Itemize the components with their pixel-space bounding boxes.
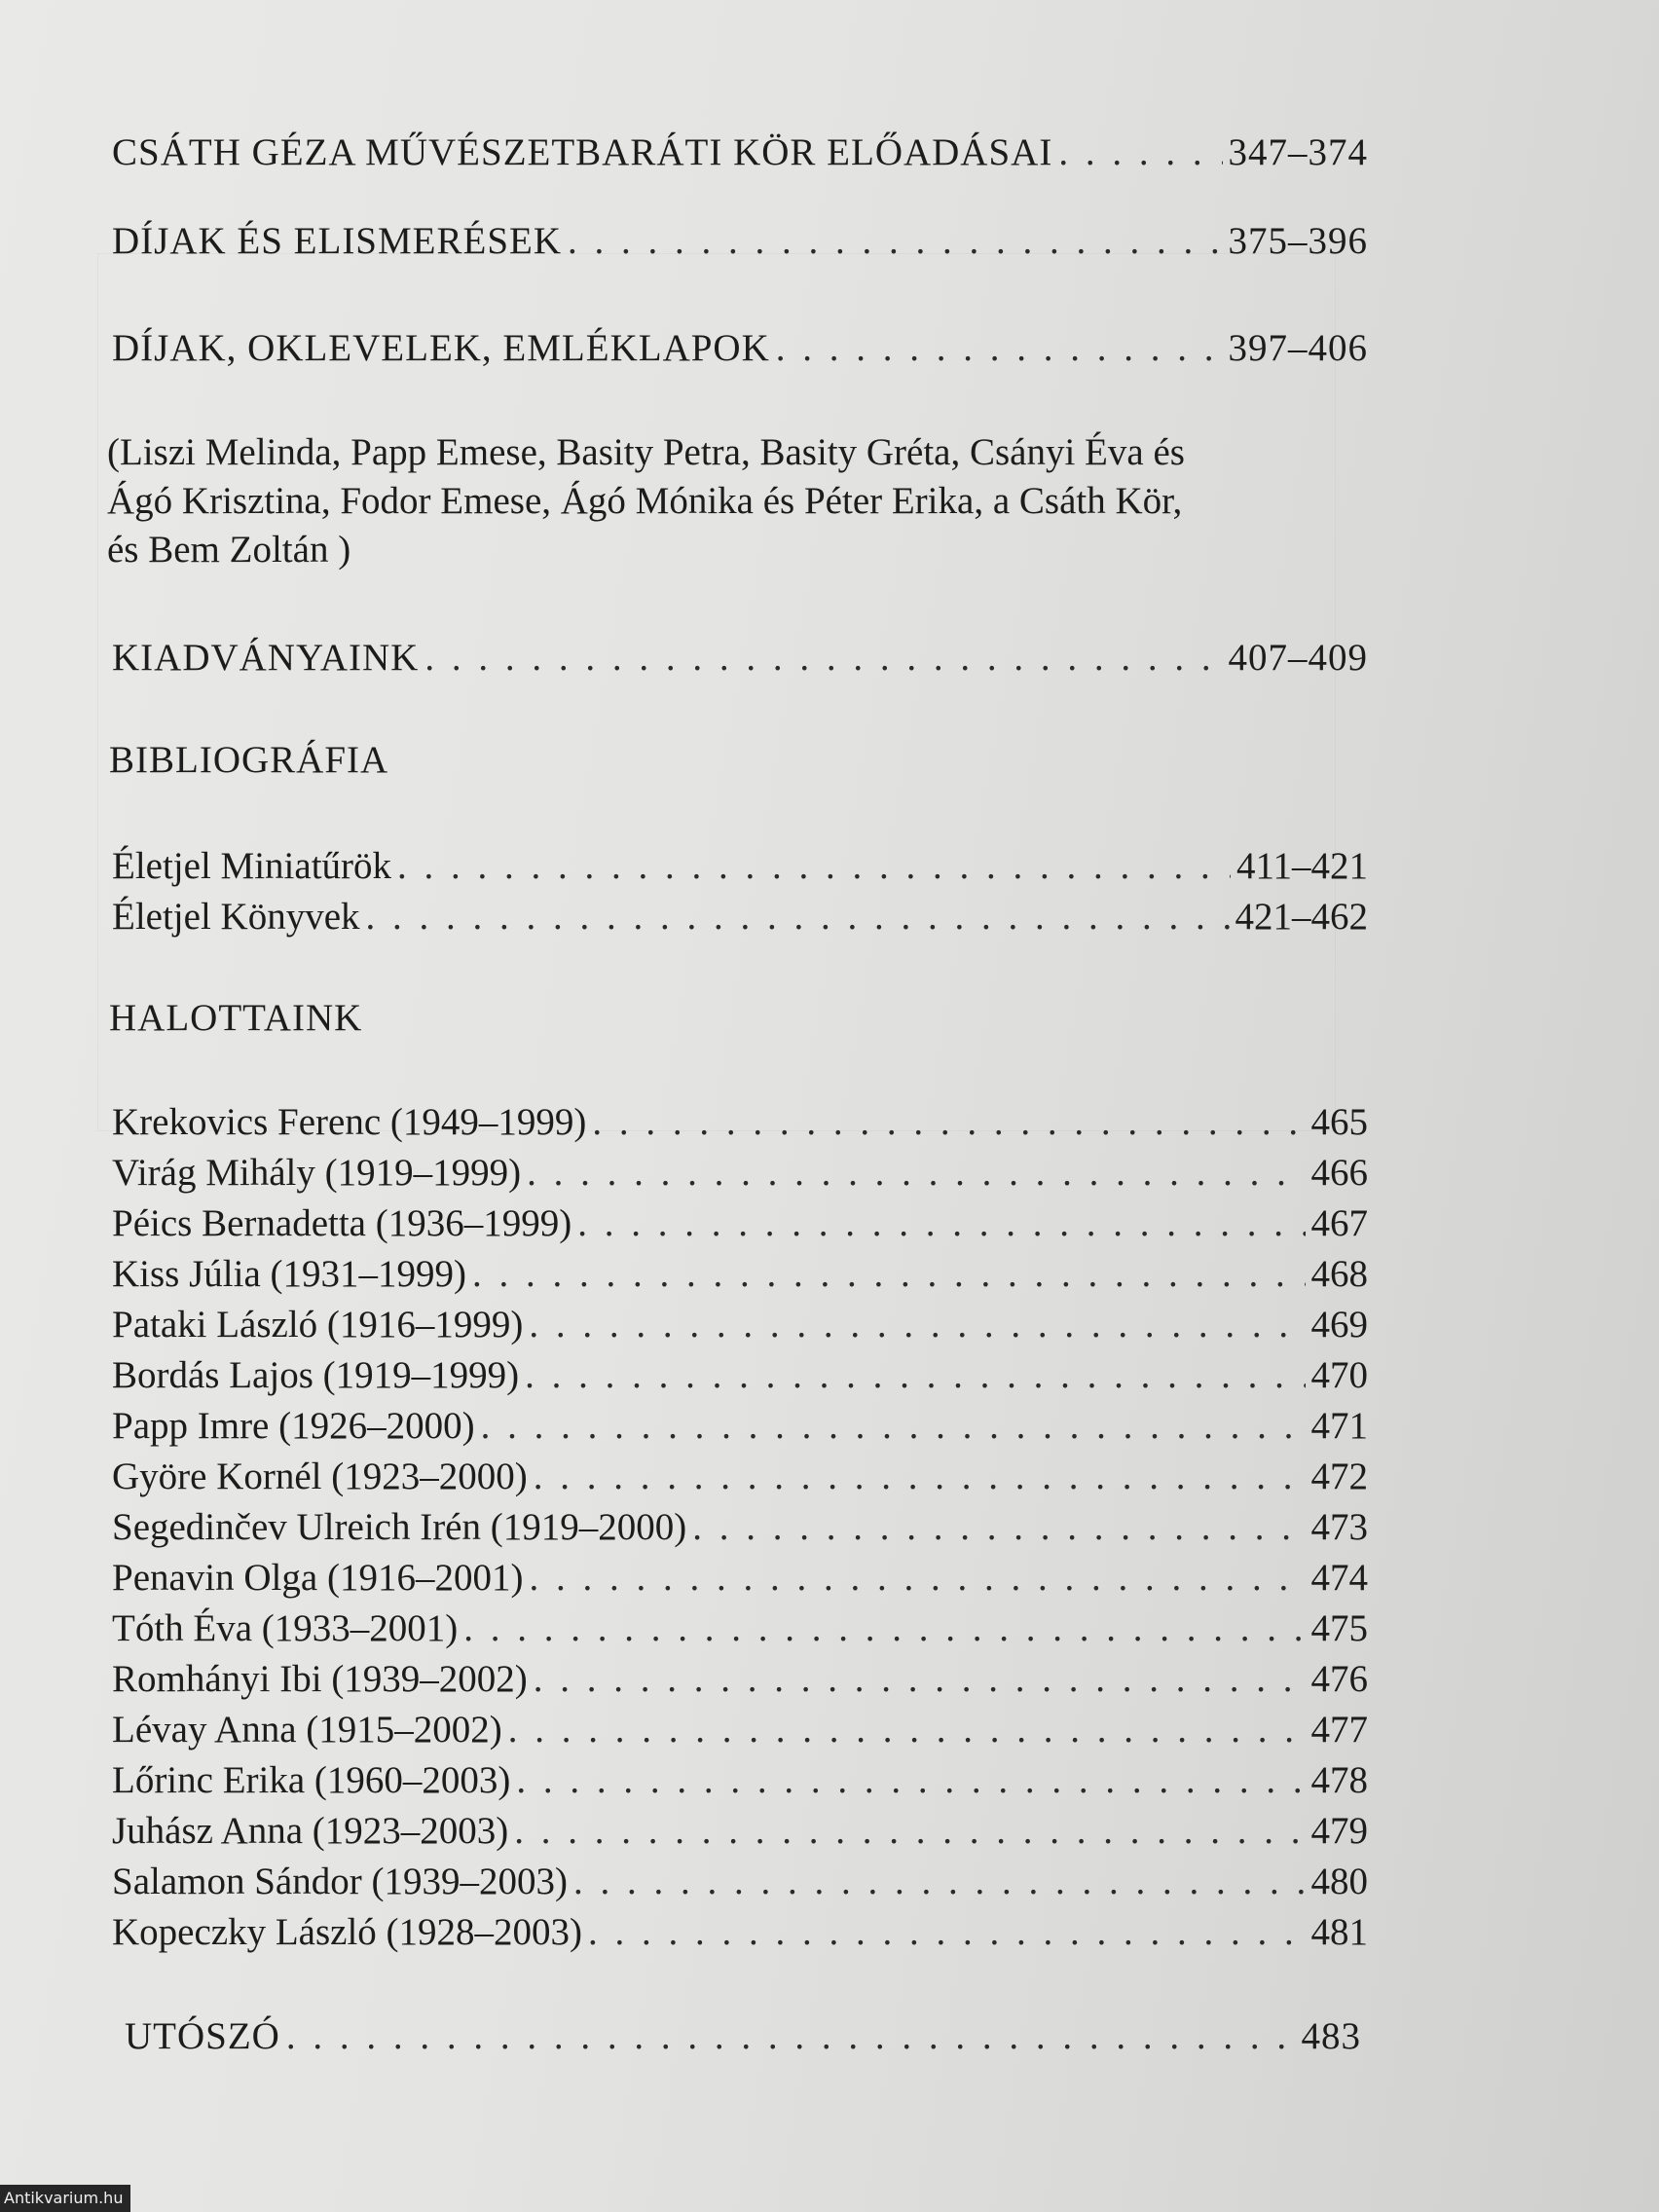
toc-title: Tóth Éva (1933–2001) bbox=[112, 1607, 459, 1649]
dot-leader bbox=[397, 843, 1231, 890]
dot-leader bbox=[534, 1656, 1306, 1703]
toc-entry-obituary bbox=[112, 1454, 1368, 1500]
toc-title: Györe Kornél (1923–2000) bbox=[112, 1456, 528, 1497]
watermark-label: Antikvarium.hu bbox=[0, 2185, 130, 2212]
toc-title: Segedinčev Ulreich Irén (1919–2000) bbox=[112, 1506, 687, 1548]
toc-entry-kiadvanyaink bbox=[112, 635, 1368, 682]
dot-leader bbox=[424, 635, 1222, 682]
toc-page: 480 bbox=[1310, 1861, 1368, 1902]
toc-page: 421–462 bbox=[1235, 896, 1368, 938]
dot-leader bbox=[534, 1454, 1306, 1500]
toc-page: 469 bbox=[1310, 1304, 1368, 1346]
dot-leader bbox=[472, 1251, 1306, 1298]
toc-title: Papp Imre (1926–2000) bbox=[112, 1405, 475, 1447]
toc-page: 473 bbox=[1310, 1506, 1368, 1548]
toc-entry-bibliography bbox=[112, 843, 1368, 890]
dot-leader bbox=[529, 1302, 1305, 1348]
toc-entry-obituary bbox=[112, 1757, 1368, 1804]
toc-title: CSÁTH GÉZA MŰVÉSZETBARÁTI KÖR ELŐADÁSAI bbox=[112, 131, 1053, 173]
toc-entry-dijak-oklevelek bbox=[112, 325, 1368, 372]
toc-page: 468 bbox=[1310, 1253, 1368, 1295]
toc-title: Életjel Könyvek bbox=[112, 896, 360, 938]
toc-page: 470 bbox=[1310, 1354, 1368, 1396]
toc-title: Péics Bernadetta (1936–1999) bbox=[112, 1202, 572, 1244]
toc-page: 479 bbox=[1310, 1810, 1368, 1852]
toc-title: Pataki László (1916–1999) bbox=[112, 1304, 524, 1346]
toc-entry-obituary bbox=[112, 1909, 1368, 1956]
toc-entry-obituary bbox=[112, 1555, 1368, 1602]
note-line: és Bem Zoltán ) bbox=[107, 529, 351, 571]
dot-leader bbox=[516, 1757, 1305, 1804]
toc-title: DÍJAK, OKLEVELEK, EMLÉKLAPOK bbox=[112, 327, 770, 369]
toc-page: 481 bbox=[1310, 1911, 1368, 1953]
toc-entry-obituary bbox=[112, 1656, 1368, 1703]
dot-leader bbox=[568, 218, 1222, 265]
toc-entry-obituary bbox=[112, 1504, 1368, 1551]
toc-entry-obituary bbox=[112, 1808, 1368, 1855]
toc-title: UTÓSZÓ bbox=[125, 2015, 280, 2057]
toc-entry-obituary bbox=[112, 1352, 1368, 1399]
toc-entry-obituary bbox=[112, 1302, 1368, 1348]
toc-page: 476 bbox=[1310, 1658, 1368, 1700]
dot-leader bbox=[481, 1403, 1306, 1450]
toc-entry-dijak-elismeresek bbox=[112, 218, 1368, 265]
toc-title: Penavin Olga (1916–2001) bbox=[112, 1557, 524, 1599]
toc-entry-obituary bbox=[112, 1605, 1368, 1652]
dot-leader bbox=[514, 1808, 1305, 1855]
dot-leader bbox=[776, 325, 1223, 372]
toc-entry-bibliography bbox=[112, 894, 1368, 940]
toc-entry-utoszo bbox=[125, 2013, 1361, 2060]
toc-entry-obituary bbox=[112, 1859, 1368, 1905]
dot-leader bbox=[577, 1200, 1305, 1247]
toc-entry-obituary bbox=[112, 1251, 1368, 1298]
toc-page: 465 bbox=[1310, 1101, 1368, 1143]
dot-leader bbox=[588, 1909, 1305, 1956]
toc-entry-obituary bbox=[112, 1099, 1368, 1146]
toc-title: Salamon Sándor (1939–2003) bbox=[112, 1861, 568, 1902]
toc-page: 375–396 bbox=[1228, 220, 1368, 262]
dot-leader bbox=[463, 1605, 1305, 1652]
dot-leader bbox=[525, 1352, 1305, 1399]
toc-page: 397–406 bbox=[1228, 327, 1368, 369]
toc-title: Romhányi Ibi (1939–2002) bbox=[112, 1658, 528, 1700]
toc-page: 478 bbox=[1310, 1759, 1368, 1801]
toc-page: 483 bbox=[1301, 2015, 1361, 2057]
toc-page: 466 bbox=[1310, 1152, 1368, 1194]
toc-title: Lévay Anna (1915–2002) bbox=[112, 1709, 502, 1751]
toc-title: Kopeczky László (1928–2003) bbox=[112, 1911, 583, 1953]
toc-page: 347–374 bbox=[1228, 131, 1368, 173]
toc-page: 471 bbox=[1310, 1405, 1368, 1447]
toc-title: Életjel Miniatűrök bbox=[112, 845, 392, 887]
dot-leader bbox=[366, 894, 1230, 940]
dot-leader bbox=[529, 1555, 1305, 1602]
dot-leader bbox=[592, 1099, 1305, 1146]
section-heading-bibliografia: BIBLIOGRÁFIA bbox=[109, 739, 389, 781]
toc-entry-csath-kor bbox=[112, 129, 1368, 176]
toc-page: 472 bbox=[1310, 1456, 1368, 1497]
dot-leader bbox=[1058, 129, 1222, 176]
toc-page: 467 bbox=[1310, 1202, 1368, 1244]
note-line: (Liszi Melinda, Papp Emese, Basity Petra, Basity Gréta, Csányi Éva és bbox=[107, 431, 1185, 473]
toc-page: 475 bbox=[1310, 1607, 1368, 1649]
toc-title: Lőrinc Erika (1960–2003) bbox=[112, 1759, 511, 1801]
toc-page: 474 bbox=[1310, 1557, 1368, 1599]
toc-title: DÍJAK ÉS ELISMERÉSEK bbox=[112, 220, 563, 262]
toc-title: Juhász Anna (1923–2003) bbox=[112, 1810, 509, 1852]
toc-title: Kiss Júlia (1931–1999) bbox=[112, 1253, 466, 1295]
dot-leader bbox=[286, 2013, 1296, 2060]
toc-title: Krekovics Ferenc (1949–1999) bbox=[112, 1101, 587, 1143]
contributors-note bbox=[107, 428, 1373, 574]
toc-entry-obituary bbox=[112, 1403, 1368, 1450]
dot-leader bbox=[527, 1150, 1305, 1197]
toc-entry-obituary bbox=[112, 1200, 1368, 1247]
toc-page: 477 bbox=[1310, 1709, 1368, 1751]
toc-title: Bordás Lajos (1919–1999) bbox=[112, 1354, 520, 1396]
section-heading-halottaink: HALOTTAINK bbox=[109, 997, 363, 1039]
note-line: Ágó Krisztina, Fodor Emese, Ágó Mónika és Péter Erika, a Csáth Kör, bbox=[107, 480, 1183, 522]
toc-page: 411–421 bbox=[1235, 845, 1368, 887]
dot-leader bbox=[692, 1504, 1305, 1551]
dot-leader bbox=[573, 1859, 1306, 1905]
toc-title: Virág Mihály (1919–1999) bbox=[112, 1152, 522, 1194]
toc-title: KIADVÁNYAINK bbox=[112, 637, 420, 679]
toc-page: 407–409 bbox=[1228, 637, 1368, 679]
dot-leader bbox=[508, 1707, 1306, 1753]
toc-entry-obituary bbox=[112, 1707, 1368, 1753]
toc-entry-obituary bbox=[112, 1150, 1368, 1197]
